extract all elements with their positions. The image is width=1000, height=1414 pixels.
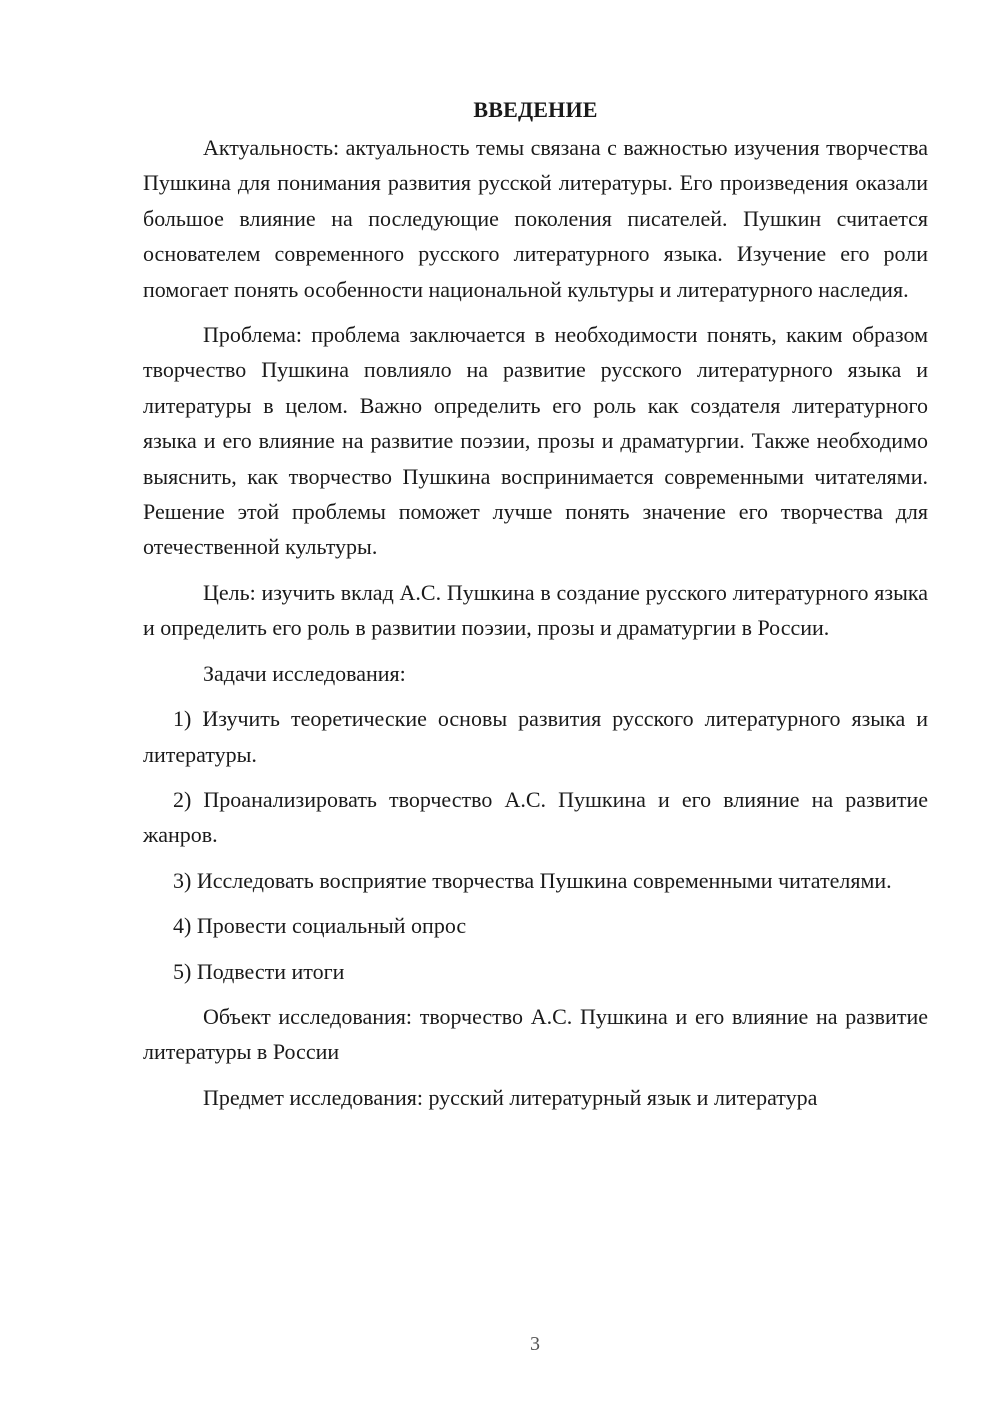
- tasks-heading: Задачи исследования:: [203, 660, 406, 686]
- section-title: ВВЕДЕНИЕ: [473, 97, 598, 122]
- document-page: [143, 92, 928, 1125]
- paragraph-research-object: Объект исследования: творчество А.С. Пушкина и его влияние на развитие литературы в России: [143, 1003, 928, 1065]
- paragraph-research-subject: Предмет исследования: русский литературный язык и литература: [203, 1084, 818, 1110]
- task-item: 3) Исследовать восприятие творчества Пушкина современными читателями.: [173, 867, 892, 893]
- task-item: 1) Изучить теоретические основы развития русского литературного языка и литературы.: [143, 706, 928, 767]
- page-number: 3: [530, 1333, 540, 1355]
- task-item: 2) Проанализировать творчество А.С. Пушкина и его влияние на развитие жанров.: [143, 786, 928, 848]
- paragraph-problem: Проблема: проблема заключается в необходимости понять, каким образом творчество Пушкина повлияло на развитие русского литературного языка и литературы в целом. Важно определить его роль как создателя литературного языка и его влияние на развитие поэзии, прозы и драматургии. Также необходимо выяснить, как творчество Пушкина воспринимается современными читателями. Решение этой проблемы поможет лучше понять значение его творчества для отечественной культуры.: [143, 322, 928, 560]
- paragraph-relevance: Актуальность: актуальность темы связана с важностью изучения творчества Пушкина для понимания развития русской литературы. Его произведения оказали большое влияние на последующие поколения писателей. Пушкин считается основателем современного русского литературного языка. Изучение его роли помогает понять особенности национальной культуры и литературного наследия.: [143, 135, 928, 302]
- task-item: 5) Подвести итоги: [173, 958, 345, 984]
- task-item: 4) Провести социальный опрос: [173, 913, 467, 939]
- paragraph-goal: Цель: изучить вклад А.С. Пушкина в создание русского литературного языка и определить его роль в развитии поэзии, прозы и драматургии в России.: [143, 579, 928, 641]
